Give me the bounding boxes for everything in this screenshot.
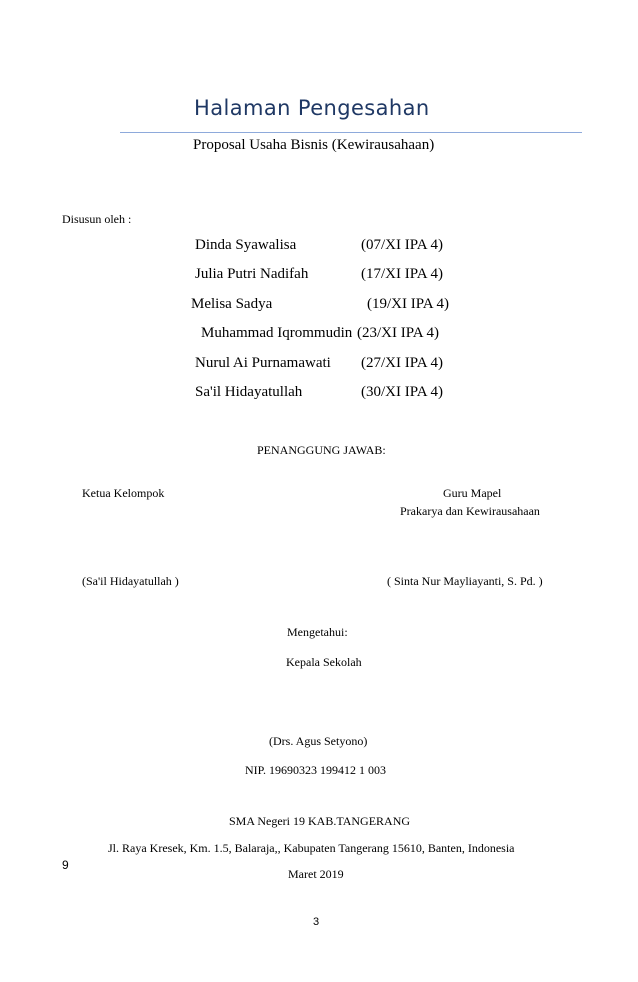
member-name: Muhammad Iqrommudin [201, 325, 353, 341]
approval-heading: Mengetahui: [287, 625, 348, 639]
margin-number: 9 [62, 858, 69, 872]
title-underline [120, 132, 582, 133]
member-name: Sa'il Hidayatullah [195, 384, 303, 400]
page-number: 3 [313, 916, 320, 928]
principal-name: (Drs. Agus Setyono) [269, 734, 368, 748]
member-class: (17/XI IPA 4) [361, 266, 443, 282]
teacher-name: ( Sinta Nur Mayliayanti, S. Pd. ) [387, 574, 543, 588]
group-leader-role: Ketua Kelompok [82, 486, 165, 500]
responsible-heading: PENANGGUNG JAWAB: [257, 443, 386, 457]
document-date: Maret 2019 [288, 867, 344, 881]
member-class: (07/XI IPA 4) [361, 237, 443, 253]
school-address: Jl. Raya Kresek, Km. 1.5, Balaraja,, Kabupaten Tangerang 15610, Banten, Indonesia [108, 841, 515, 855]
member-class: (23/XI IPA 4) [357, 325, 439, 341]
teacher-subject: Prakarya dan Kewirausahaan [400, 504, 540, 518]
page-subtitle: Proposal Usaha Bisnis (Kewirausahaan) [193, 137, 435, 153]
member-name: Julia Putri Nadifah [195, 266, 309, 282]
member-class: (19/XI IPA 4) [367, 296, 449, 312]
group-leader-name: (Sa'il Hidayatullah ) [82, 574, 179, 588]
principal-role: Kepala Sekolah [286, 655, 362, 669]
page-title: Halaman Pengesahan [194, 96, 430, 120]
principal-nip: NIP. 19690323 199412 1 003 [245, 763, 387, 777]
teacher-role: Guru Mapel [443, 486, 502, 500]
authors-label: Disusun oleh : [62, 212, 132, 226]
member-name: Dinda Syawalisa [195, 237, 297, 253]
member-name: Melisa Sadya [191, 296, 273, 312]
member-class: (27/XI IPA 4) [361, 355, 443, 371]
school-name: SMA Negeri 19 KAB.TANGERANG [229, 814, 411, 828]
member-name: Nurul Ai Purnamawati [195, 355, 331, 371]
member-class: (30/XI IPA 4) [361, 384, 443, 400]
